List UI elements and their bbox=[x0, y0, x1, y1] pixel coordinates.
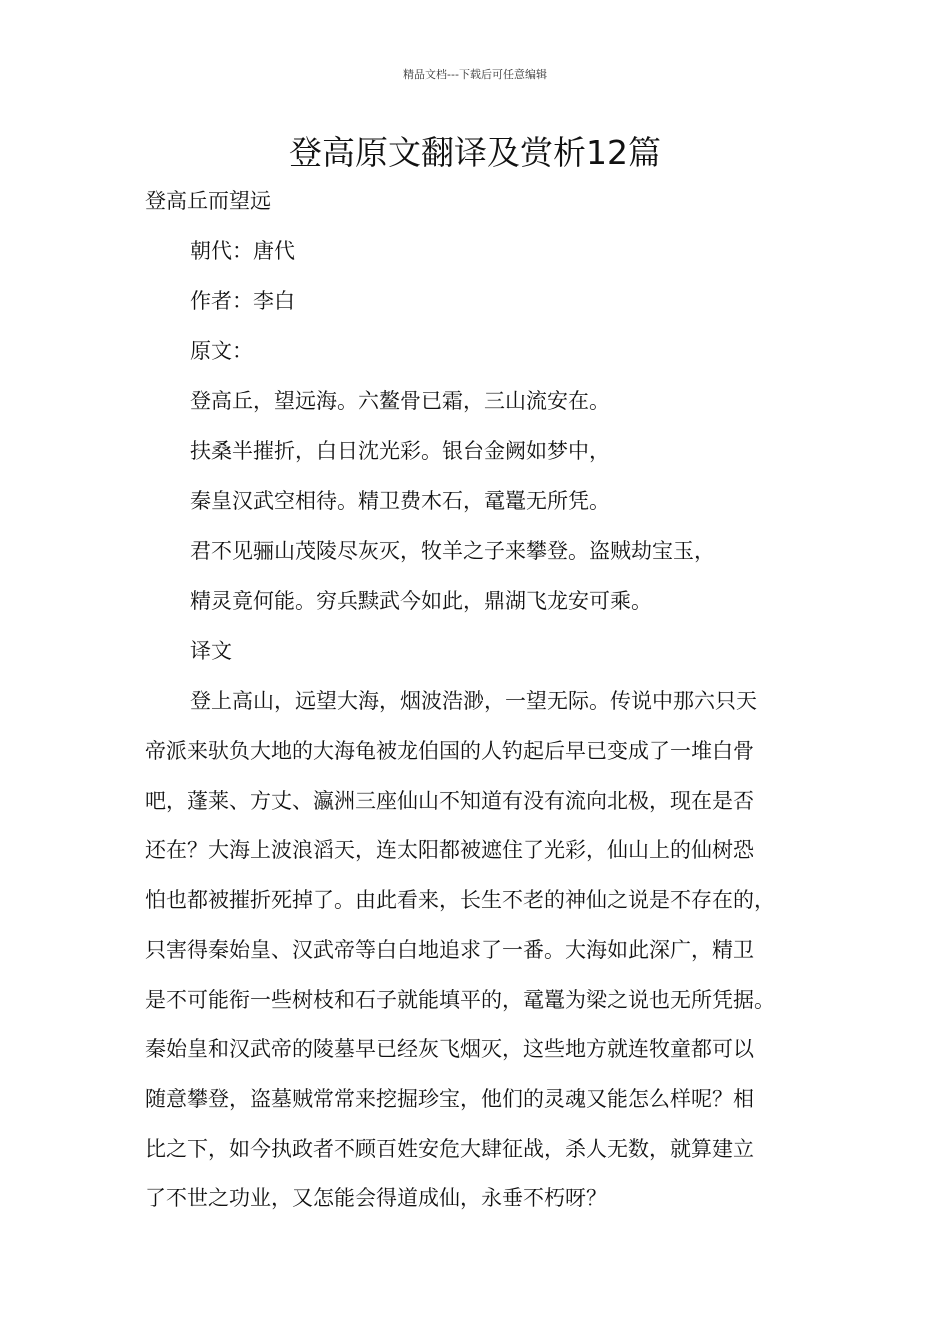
translation-line: 是不可能衔一些树枝和石子就能填平的，鼋鼍为梁之说也无所凭据。 bbox=[145, 988, 775, 1012]
poem-line: 秦皇汉武空相待。精卫费木石，鼋鼍无所凭。 bbox=[190, 489, 610, 513]
translation-line: 了不世之功业，又怎能会得道成仙，永垂不朽呀？ bbox=[145, 1186, 607, 1210]
translation-line: 帝派来驮负大地的大海龟被龙伯国的人钓起后早已变成了一堆白骨 bbox=[145, 739, 754, 763]
translation-line: 吧，蓬莱、方丈、瀛洲三座仙山不知道有没有流向北极，现在是否 bbox=[145, 789, 754, 813]
header-note: 精品文档---下载后可任意编辑 bbox=[403, 68, 547, 81]
poem-line: 登高丘，望远海。六鳌骨已霜，三山流安在。 bbox=[190, 389, 610, 413]
translation-line: 秦始皇和汉武帝的陵墓早已经灰飞烟灭，这些地方就连牧童都可以 bbox=[145, 1037, 754, 1061]
poem-line: 精灵竟何能。穷兵黩武今如此，鼎湖飞龙安可乘。 bbox=[190, 589, 652, 613]
translation-label: 译文 bbox=[190, 639, 232, 663]
dynasty-line: 朝代：唐代 bbox=[190, 239, 295, 263]
translation-line: 随意攀登，盗墓贼常常来挖掘珍宝，他们的灵魂又能怎么样呢？相 bbox=[145, 1087, 754, 1111]
translation-line: 还在？大海上波浪滔天，连太阳都被遮住了光彩，仙山上的仙树恐 bbox=[145, 838, 754, 862]
translation-line: 登上高山，远望大海，烟波浩渺，一望无际。传说中那六只天 bbox=[190, 689, 757, 713]
original-label: 原文： bbox=[190, 339, 253, 363]
translation-line: 比之下，如今执政者不顾百姓安危大肆征战，杀人无数，就算建立 bbox=[145, 1137, 754, 1161]
poem-line: 扶桑半摧折，白日沈光彩。银台金阙如梦中， bbox=[190, 439, 610, 463]
author-line: 作者：李白 bbox=[190, 289, 295, 313]
poem-line: 君不见骊山茂陵尽灰灭，牧羊之子来攀登。盗贼劫宝玉， bbox=[190, 539, 715, 563]
translation-line: 怕也都被摧折死掉了。由此看来，长生不老的神仙之说是不存在的， bbox=[145, 888, 775, 912]
section-heading: 登高丘而望远 bbox=[145, 189, 271, 213]
document-title: 登高原文翻译及赏析12篇 bbox=[289, 133, 661, 172]
translation-line: 只害得秦始皇、汉武帝等白白地追求了一番。大海如此深广，精卫 bbox=[145, 938, 754, 962]
